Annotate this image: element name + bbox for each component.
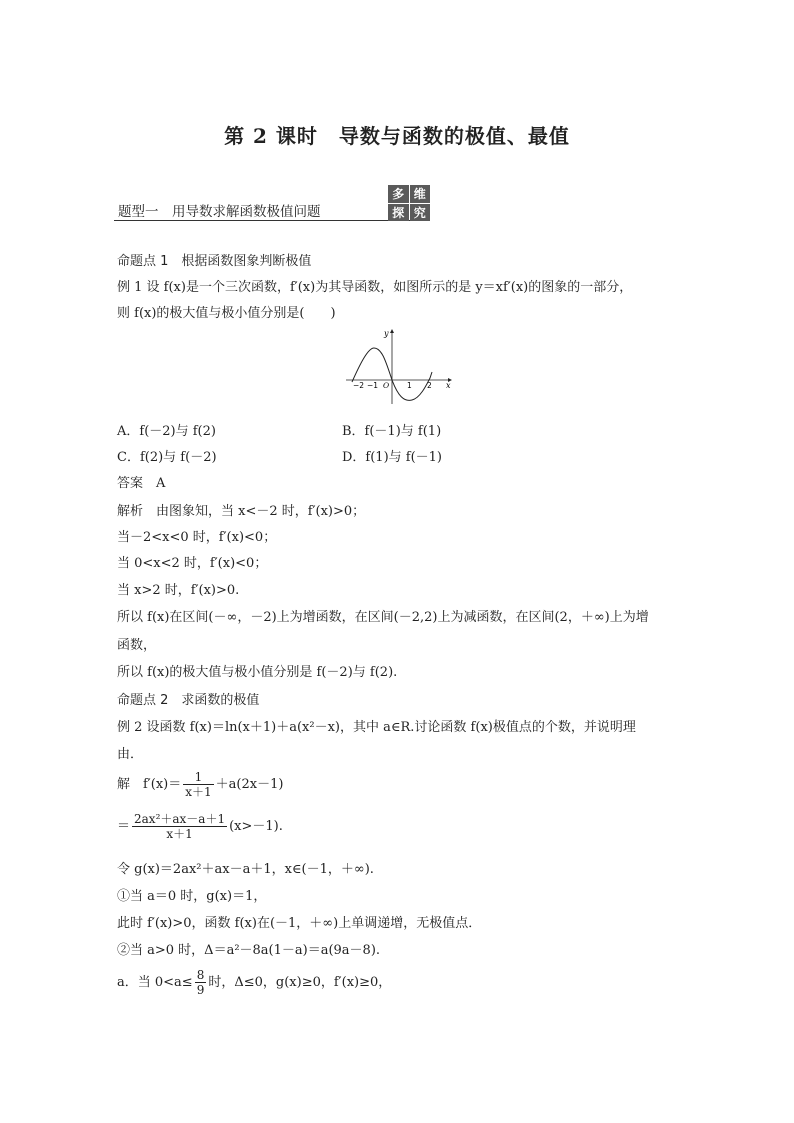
derivative-suffix: ＋a(2x－1) bbox=[215, 777, 284, 792]
option-a: A．f(－2)与 f(2) bbox=[117, 424, 216, 439]
case-1-detail: 此时 f′(x)>0，函数 f(x)在(－1，＋∞)上单调递增，无极值点． bbox=[117, 916, 482, 931]
tick-neg1: −1 bbox=[367, 381, 379, 390]
y-axis-arrow-icon bbox=[390, 329, 394, 333]
fraction-numerator: 2ax²＋ax－a＋1 bbox=[134, 812, 226, 826]
fraction-denominator: x＋1 bbox=[166, 827, 193, 841]
case-a-prefix: a．当 0<a≤ bbox=[117, 975, 193, 990]
page-title: 第 2 课时 导数与函数的极值、最值 bbox=[224, 124, 570, 148]
simplified-suffix: (x>－1). bbox=[229, 819, 283, 834]
case-1: ①当 a＝0 时，g(x)＝1， bbox=[117, 889, 267, 904]
badge-char-3: 探 bbox=[388, 204, 409, 222]
example-2-line-1: 例 2 设函数 f(x)＝ln(x＋1)＋a(x²－x)，其中 a∈R.讨论函数 f(x)极值点的个数，并说明理 bbox=[117, 720, 636, 735]
option-b: B．f(－1)与 f(1) bbox=[342, 424, 442, 439]
define-g: 令 g(x)＝2ax²＋ax－a＋1，x∈(－1，＋∞). bbox=[117, 862, 374, 877]
solution-line-4: 当 x>2 时，f′(x)>0. bbox=[117, 583, 240, 598]
answer: 答案 A bbox=[117, 476, 166, 491]
solution-line-6: 函数， bbox=[117, 638, 157, 653]
case-a-suffix: 时，Δ≤0，g(x)≥0，f′(x)≥0， bbox=[208, 975, 392, 990]
tick-neg2: −2 bbox=[353, 381, 365, 390]
section-divider bbox=[114, 220, 430, 221]
option-d: D．f(1)与 f(－1) bbox=[342, 450, 443, 465]
fraction-numerator: 8 bbox=[196, 968, 205, 982]
fraction-numerator: 1 bbox=[183, 770, 213, 785]
example-1-line-2: 则 f(x)的极大值与极小值分别是( ) bbox=[117, 306, 336, 321]
x-axis-label: x bbox=[446, 381, 451, 390]
simplified-formula bbox=[117, 812, 283, 841]
subheading-point-2: 命题点 2 求函数的极值 bbox=[117, 693, 260, 708]
solution-line-3: 当 0<x<2 时，f′(x)<0； bbox=[117, 556, 268, 571]
case-2: ②当 a>0 时，Δ＝a²－8a(1－a)＝a(9a－8). bbox=[117, 943, 381, 958]
example-2-line-2: 由． bbox=[117, 747, 144, 762]
simplified-prefix: ＝ bbox=[117, 819, 131, 834]
section-header bbox=[114, 185, 430, 221]
solution-line-5: 所以 f(x)在区间(－∞，－2)上为增函数，在区间(－2,2)上为减函数，在区间(2，＋∞)上为增 bbox=[117, 610, 649, 625]
option-c: C．f(2)与 f(－2) bbox=[117, 450, 217, 465]
tick-1: 1 bbox=[407, 381, 412, 390]
badge-char-4: 究 bbox=[410, 204, 431, 222]
origin-label: O bbox=[383, 381, 390, 390]
case-a bbox=[117, 968, 391, 997]
derivative-graph bbox=[340, 326, 455, 406]
example-1-line-1: 例 1 设 f(x)是一个三次函数，f′(x)为其导函数，如图所示的是 y＝xf′(x)的图象的一部分， bbox=[117, 280, 633, 295]
y-axis-label: y bbox=[384, 329, 389, 338]
solution-line-2: 当－2<x<0 时，f′(x)<0； bbox=[117, 530, 277, 545]
subheading-point-1: 命题点 1 根据函数图象判断极值 bbox=[117, 254, 312, 269]
case-a-fraction bbox=[195, 968, 207, 997]
badge-char-2: 维 bbox=[410, 185, 431, 203]
solution-line-1: 解析 由图象知，当 x<－2 时，f′(x)>0； bbox=[117, 504, 366, 519]
derivative-fraction bbox=[183, 770, 213, 799]
tick-2: 2 bbox=[427, 381, 432, 390]
derivative-prefix: 解 f′(x)＝ bbox=[117, 777, 182, 792]
explore-badge bbox=[388, 185, 430, 221]
fraction-denominator: x＋1 bbox=[185, 785, 212, 799]
fraction-denominator: 9 bbox=[196, 983, 205, 997]
solution-line-7: 所以 f(x)的极大值与极小值分别是 f(－2)与 f(2). bbox=[117, 665, 398, 680]
badge-char-1: 多 bbox=[388, 185, 409, 203]
simplified-fraction bbox=[132, 812, 227, 841]
section-label: 题型一 用导数求解函数极值问题 bbox=[118, 204, 321, 220]
derivative-formula bbox=[117, 770, 283, 799]
